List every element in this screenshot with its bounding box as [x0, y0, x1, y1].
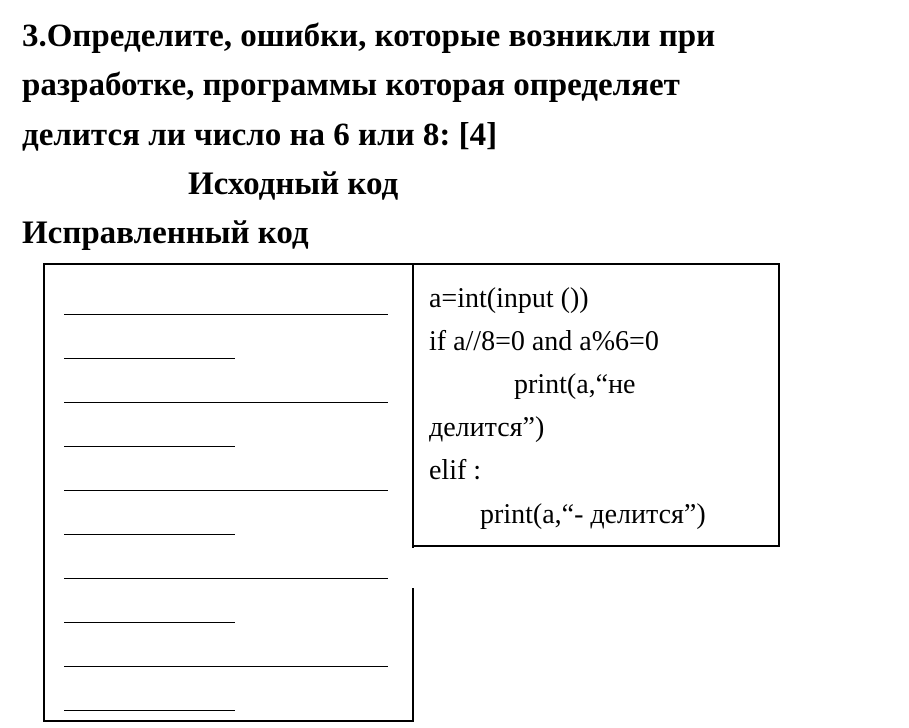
- code-line-3: print(a,“не: [514, 369, 636, 400]
- border-gap: [410, 548, 414, 588]
- answer-blank-line[interactable]: [64, 402, 388, 403]
- code-line-6: print(a,“- делится”): [480, 499, 706, 530]
- answer-blank-line[interactable]: [64, 446, 235, 447]
- corrected-code-label: Исправленный код: [22, 215, 309, 251]
- code-line-2: if a//8=0 and a%6=0: [429, 326, 659, 357]
- corrected-code-answer-box: [43, 263, 414, 722]
- answer-blank-line[interactable]: [64, 534, 235, 535]
- answer-blank-line[interactable]: [64, 358, 235, 359]
- source-code-label: Исходный код: [188, 166, 399, 202]
- question-line-1: 3.Определите, ошибки, которые возникли при: [22, 18, 716, 54]
- answer-blank-line[interactable]: [64, 666, 388, 667]
- answer-blank-line[interactable]: [64, 314, 388, 315]
- code-line-4: делится”): [429, 412, 545, 443]
- answer-blank-line[interactable]: [64, 578, 388, 579]
- question-line-3: делится ли число на 6 или 8: [4]: [22, 117, 498, 153]
- source-code-box: [412, 263, 780, 547]
- question-line-2: разработке, программы которая определяет: [22, 67, 680, 103]
- answer-blank-line[interactable]: [64, 622, 235, 623]
- code-line-1: a=int(input ()): [429, 283, 589, 314]
- answer-blank-line[interactable]: [64, 490, 388, 491]
- code-line-5: elif :: [429, 455, 482, 486]
- answer-blank-line[interactable]: [64, 710, 235, 711]
